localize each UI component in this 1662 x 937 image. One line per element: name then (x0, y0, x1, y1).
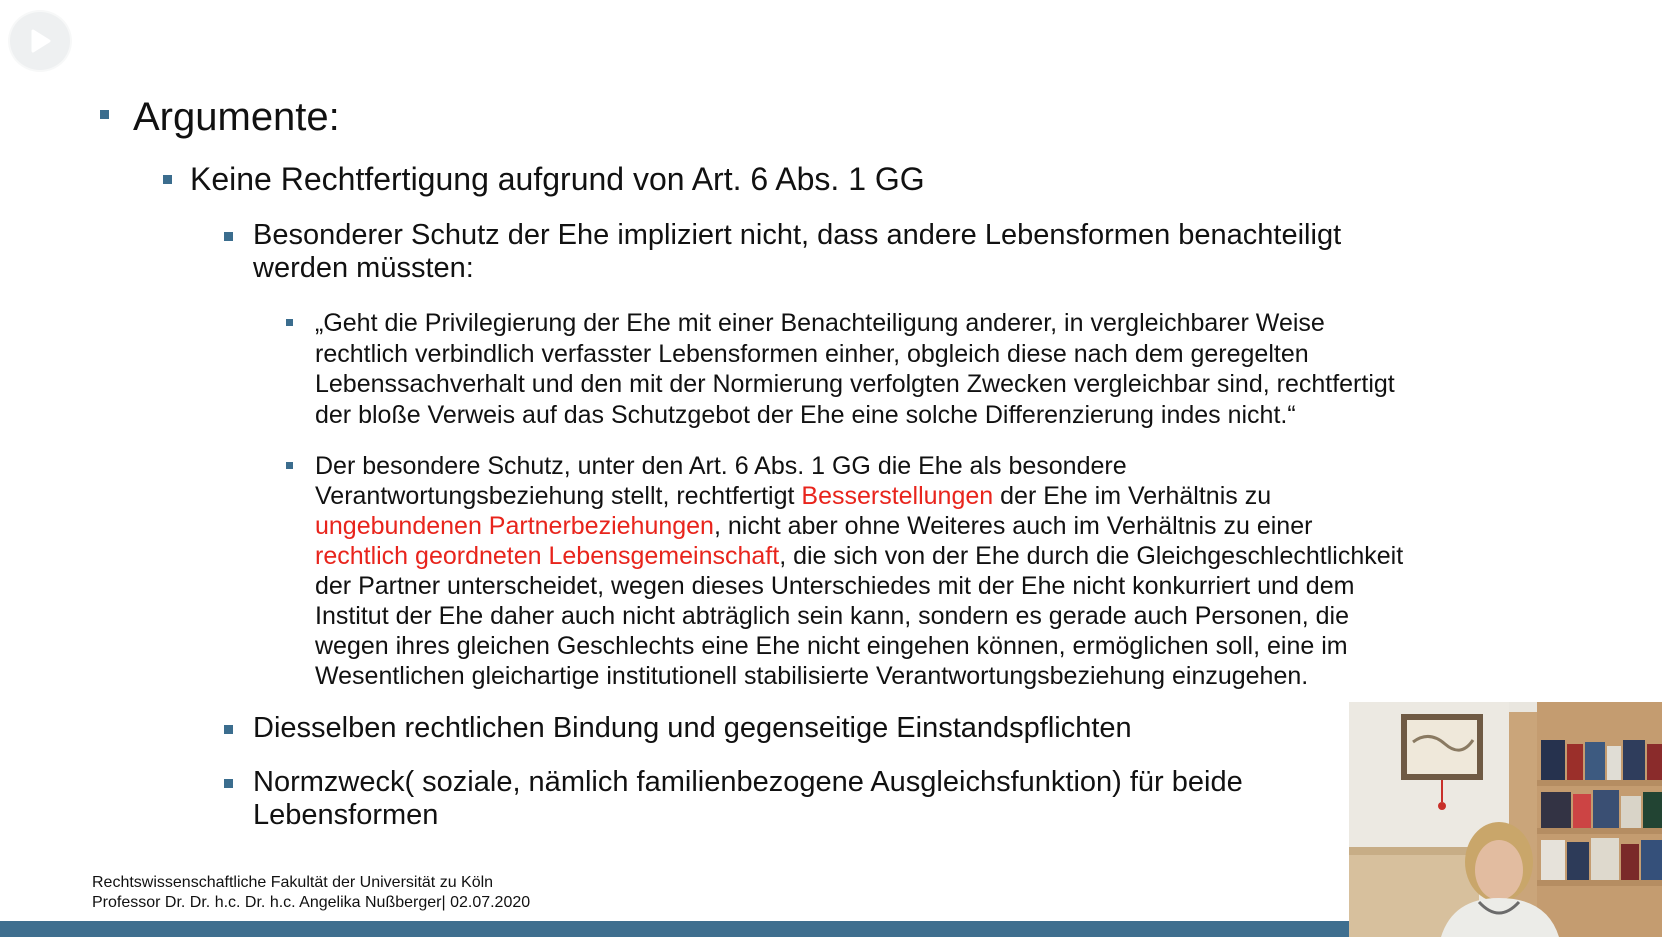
bullet-icon (224, 232, 233, 241)
bullet-icon (286, 462, 293, 469)
bullet-icon (286, 319, 293, 326)
point-bindings: Diesselben rechtlichen Bindung und gegenseitige Einstandspflichten (253, 712, 1132, 744)
bullet-icon (163, 175, 172, 184)
webcam-video[interactable] (1349, 702, 1662, 937)
bullet-icon (224, 779, 233, 788)
highlight-partnerbeziehungen: ungebundenen Partnerbeziehungen (315, 512, 714, 540)
bullet-icon (100, 110, 109, 119)
slide-heading: Argumente: (133, 95, 340, 139)
sub-heading: Keine Rechtfertigung aufgrund von Art. 6 Abs. 1 GG (190, 161, 925, 197)
play-icon (27, 27, 53, 55)
highlight-lebensgemeinschaft: rechtlich geordneten Lebensgemeinschaft (315, 542, 780, 570)
bullet-icon (224, 725, 233, 734)
webcam-scene (1349, 702, 1662, 937)
slide-footer: Rechtswissenschaftliche Fakultät der Universität zu Köln Professor Dr. Dr. h.c. Dr. h.c. Angelika Nußberger| 02.07.2020 (92, 874, 531, 911)
highlight-besserstellungen: Besserstellungen (801, 482, 994, 510)
play-button[interactable] (8, 10, 72, 72)
